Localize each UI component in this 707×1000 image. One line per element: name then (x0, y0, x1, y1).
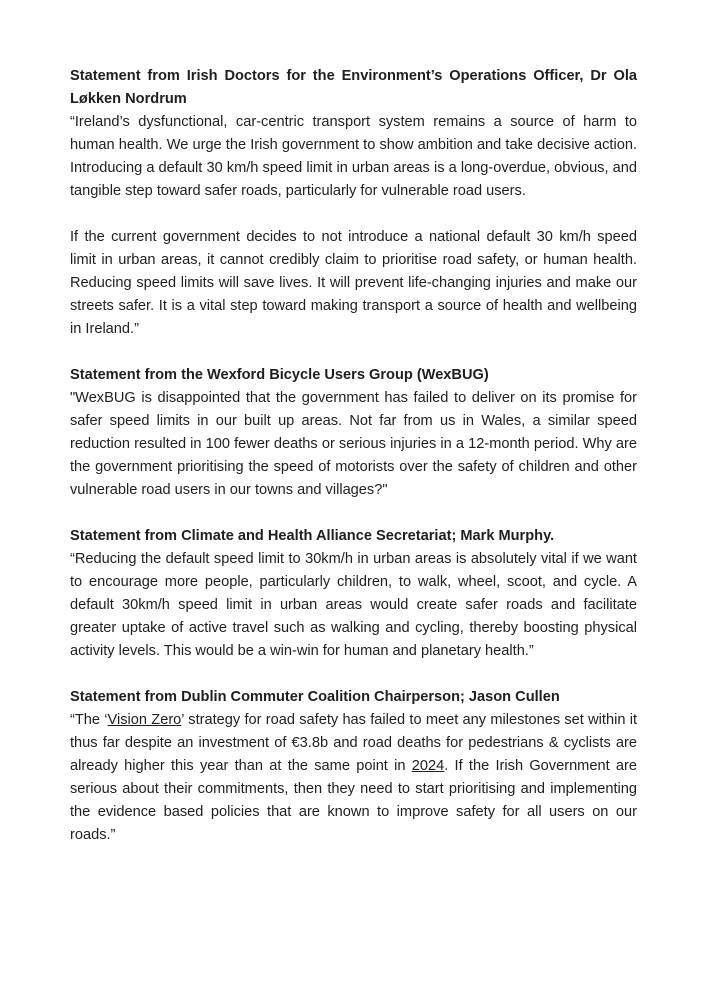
vision-zero-link[interactable]: Vision Zero (107, 712, 182, 728)
statement-paragraph: "WexBUG is disappointed that the government has failed to deliver on its promise for safer speed limits in our built up areas. Not far from us in Wales, a similar speed reduction resulted in 100 fewer deaths or serious injuries in a 12-month period. Why are the government prioritising the speed of motorists over the safety of children and other vulnerable road users in our towns and villages?" (70, 390, 637, 498)
statement-paragraph: “Reducing the default speed limit to 30km/h in urban areas is absolutely vital if we want to encourage more people, particularly children, to walk, wheel, scoot, and cycle. A default 30km/h speed limit in urban areas would create safer roads and facilitate greater uptake of active travel such as walking and cycling, thereby boosting physical activity levels. This would be a win-win for human and planetary health.” (70, 551, 637, 659)
statement-heading: Statement from Irish Doctors for the Environment’s Operations Officer, Dr Ola Løkken Nordrum (70, 68, 637, 107)
statement-paragraph: If the current government decides to not introduce a national default 30 km/h speed limit in urban areas, it cannot credibly claim to prioritise road safety, or human health. Reducing speed limits will save lives. It will prevent life-changing injuries and make our streets safer. It is a vital step toward making transport a source of health and wellbeing in Ireland.” (70, 229, 637, 337)
statement-climate-health-alliance (70, 525, 637, 663)
statement-dublin-commuter-coalition (70, 686, 637, 847)
quote-text: ’ strategy for road safety has failed to meet any milestones set within it thus far despite an investment of €3.8b and road deaths for pedestrians & cyclists are already higher this year than at the same point in (70, 712, 638, 774)
document-page (70, 65, 637, 870)
statement-ide (70, 65, 637, 341)
statement-paragraph (70, 709, 637, 847)
statement-paragraph: “Ireland’s dysfunctional, car-centric transport system remains a source of harm to human health. We urge the Irish government to show ambition and take decisive action. Introducing a default 30 km/h speed limit in urban areas is a long-overdue, obvious, and tangible step toward safer roads, particularly for vulnerable road users. (70, 114, 637, 199)
statement-heading: Statement from the Wexford Bicycle Users Group (WexBUG) (70, 367, 489, 383)
statement-heading: Statement from Climate and Health Alliance Secretariat; Mark Murphy. (70, 528, 555, 544)
year-2024-link[interactable]: 2024 (411, 758, 445, 774)
quote-text: . If the Irish Government are serious about their commitments, then they need to start prioritising and implementing the evidence based policies that are known to improve safety for all users on our roads.” (70, 758, 637, 843)
statement-wexbug (70, 364, 637, 502)
quote-text: “The ‘ (70, 712, 108, 728)
statement-heading: Statement from Dublin Commuter Coalition Chairperson; Jason Cullen (70, 689, 560, 705)
